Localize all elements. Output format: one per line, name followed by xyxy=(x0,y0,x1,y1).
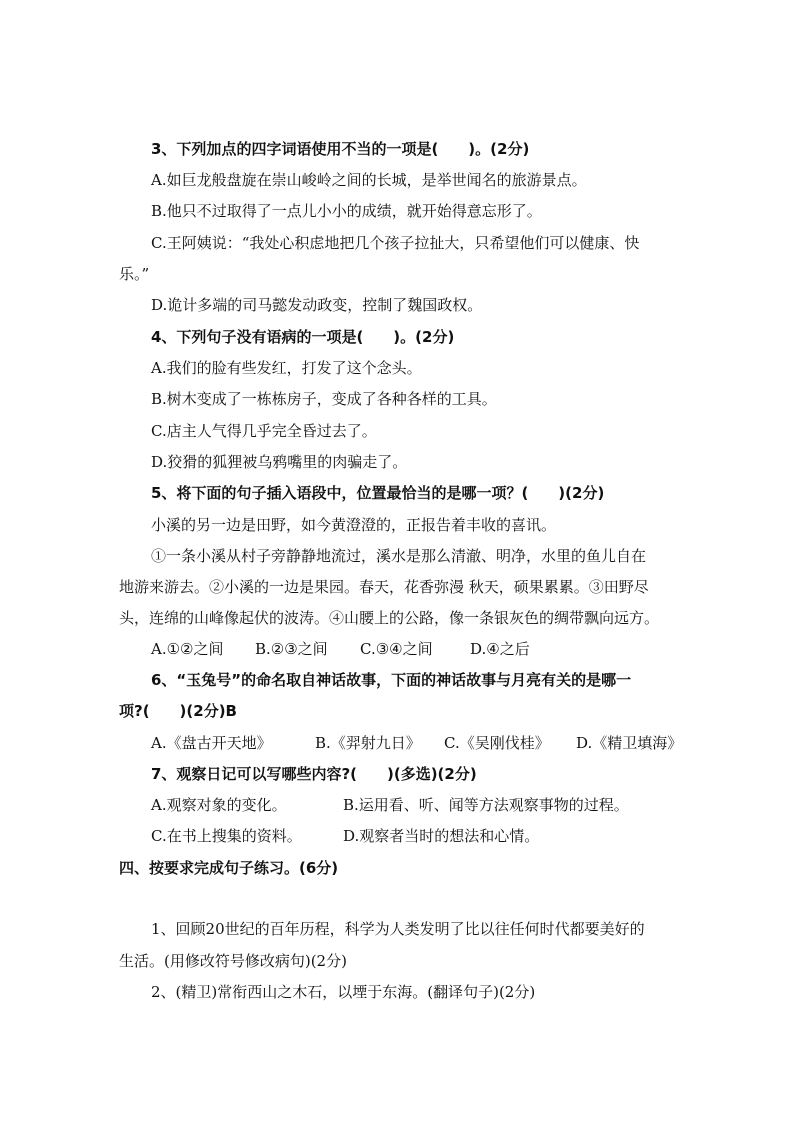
q7-option-a: A.观察对象的变化。 xyxy=(151,796,287,814)
q6-stem-line1: 6、“玉兔号”的命名取自神话故事，下面的神话故事与月亮有关的是哪一 xyxy=(151,671,632,689)
q5-option-a: A.①②之间 xyxy=(151,640,224,658)
q5-passage-line2: 地游来游去。②小溪的一边是果园。春天，花香弥漫 秋天，硕果累累。③田野尽 xyxy=(119,578,649,596)
q3-option-b: B.他只不过取得了一点儿小小的成绩，就开始得意忘形了。 xyxy=(151,202,542,220)
q3-option-a: A.如巨龙般盘旋在崇山峻岭之间的长城，是举世闻名的旅游景点。 xyxy=(151,171,587,189)
q5-stem: 5、将下面的句子插入语段中，位置最恰当的是哪一项？( )(2分) xyxy=(151,484,605,502)
q6-option-a: A.《盘古开天地》 xyxy=(151,734,272,752)
q7-option-c: C.在书上搜集的资料。 xyxy=(151,827,302,845)
q6-stem-line2: 项?( )(2分)B xyxy=(119,702,237,720)
section4-item1-line1: 1、回顾20世纪的百年历程，科学为人类发明了比以往任何时代都要美好的 xyxy=(151,920,645,938)
q6-option-b: B.《羿射九日》 xyxy=(315,734,421,752)
section4-title: 四、按要求完成句子练习。(6分) xyxy=(119,859,339,877)
q4-option-b: B.树木变成了一栋栋房子，变成了各种各样的工具。 xyxy=(151,390,497,408)
q6-option-c: C.《吴刚伐桂》 xyxy=(444,734,550,752)
q3-stem: 3、下列加点的四字词语使用不当的一项是( )。(2分) xyxy=(151,140,530,158)
q7-option-b: B.运用看、听、闻等方法观察事物的过程。 xyxy=(343,796,629,814)
q5-option-c: C.③④之间 xyxy=(360,640,433,658)
q5-passage-line1: ①一条小溪从村子旁静静地流过，溪水是那么清澈、明净，水里的鱼儿自在 xyxy=(151,547,647,565)
q4-option-c: C.店主人气得几乎完全昏过去了。 xyxy=(151,422,377,440)
q5-option-b: B.②③之间 xyxy=(255,640,328,658)
q4-option-d: D.狡猾的狐狸被乌鸦嘴里的肉骗走了。 xyxy=(151,453,408,471)
q5-option-d: D.④之后 xyxy=(470,640,530,658)
q7-option-d: D.观察者当时的想法和心情。 xyxy=(343,827,540,845)
q7-stem: 7、观察日记可以写哪些内容?( )(多选)(2分) xyxy=(151,765,477,783)
q5-sentence: 小溪的另一边是田野，如今黄澄澄的，正报告着丰收的喜讯。 xyxy=(151,516,557,534)
section4-item2: 2、(精卫)常衔西山之木石，以堙于东海。(翻译句子)(2分) xyxy=(151,983,536,1001)
q3-option-c-line1: C.王阿姨说：“我处心积虑地把几个孩子拉扯大，只希望他们可以健康、快 xyxy=(151,234,640,252)
q6-option-d: D.《精卫填海》 xyxy=(576,734,683,752)
q3-option-c-line2: 乐。” xyxy=(119,265,150,283)
q3-option-d: D.诡计多端的司马懿发动政变，控制了魏国政权。 xyxy=(151,296,483,314)
section4-item1-line2: 生活。(用修改符号修改病句)(2分) xyxy=(119,952,347,970)
q4-option-a: A.我们的脸有些发红，打发了这个念头。 xyxy=(151,359,422,377)
q5-passage-line3: 头，连绵的山峰像起伏的波涛。④山腰上的公路，像一条银灰色的绸带飘向远方。 xyxy=(119,609,660,627)
q4-stem: 4、下列句子没有语病的一项是( )。(2分) xyxy=(151,328,455,346)
